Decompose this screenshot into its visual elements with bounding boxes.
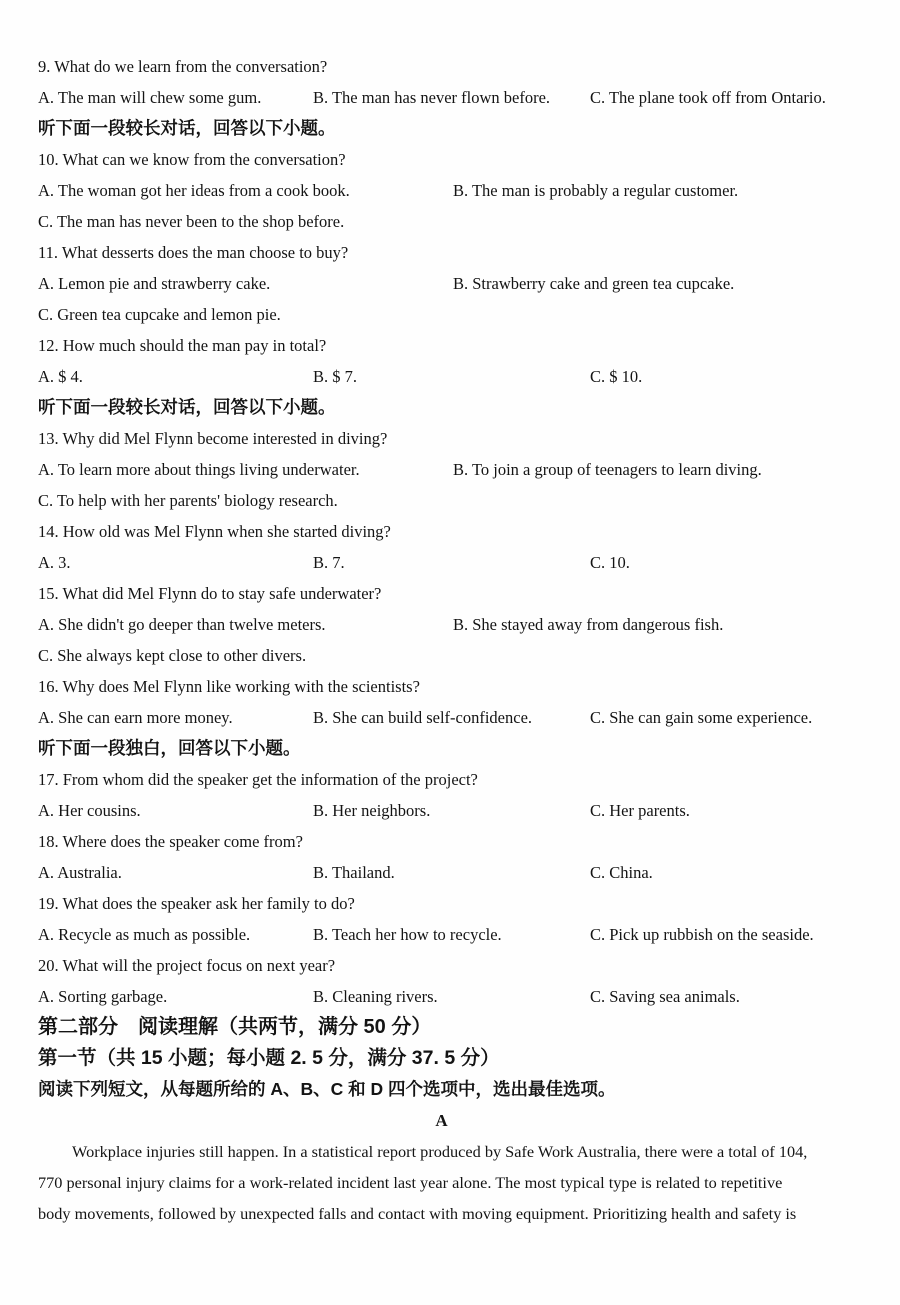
option-15-b: B. She stayed away from dangerous fish. xyxy=(453,615,724,634)
option-20-c: C. Saving sea animals. xyxy=(590,987,740,1006)
question-11-text: 11. What desserts does the man choose to buy? xyxy=(38,243,349,262)
option-9-b: B. The man has never flown before. xyxy=(313,88,551,107)
question-18-text: 18. Where does the speaker come from? xyxy=(38,832,303,851)
listening-prompt-dialog-1: 听下面一段较长对话，回答以下小题。 xyxy=(38,118,336,138)
option-9-a: A. The man will chew some gum. xyxy=(38,88,262,107)
passage-a-line-1: Workplace injuries still happen. In a statistical report produced by Safe Work Australia, there were a total of 104, xyxy=(72,1142,808,1161)
question-19-options xyxy=(38,919,845,950)
question-10-options-row-2 xyxy=(38,206,845,237)
question-17-text: 17. From whom did the speaker get the information of the project? xyxy=(38,770,478,789)
question-13-options-row-2 xyxy=(38,485,845,516)
question-13-text: 13. Why did Mel Flynn become interested in diving? xyxy=(38,429,388,448)
question-20-options xyxy=(38,981,845,1012)
option-11-a: A. Lemon pie and strawberry cake. xyxy=(38,274,271,293)
option-10-a: A. The woman got her ideas from a cook book. xyxy=(38,181,350,200)
option-11-c: C. Green tea cupcake and lemon pie. xyxy=(38,305,281,324)
option-14-b: B. 7. xyxy=(313,553,345,572)
question-16-text: 16. Why does Mel Flynn like working with the scientists? xyxy=(38,677,420,696)
option-13-a: A. To learn more about things living underwater. xyxy=(38,460,360,479)
question-12-text: 12. How much should the man pay in total? xyxy=(38,336,327,355)
option-16-b: B. She can build self-confidence. xyxy=(313,708,533,727)
question-9-options xyxy=(38,82,845,113)
question-19-text: 19. What does the speaker ask her family to do? xyxy=(38,894,355,913)
passage-a-label: A xyxy=(435,1111,448,1130)
reading-part-heading: 第二部分 阅读理解（共两节，满分 50 分） xyxy=(38,1016,432,1038)
passage-a-line-2: 770 personal injury claims for a work-related incident last year alone. The most typical type is related to repetitive xyxy=(38,1173,783,1192)
option-11-b: B. Strawberry cake and green tea cupcake. xyxy=(453,274,735,293)
question-15-options-row-1 xyxy=(38,609,845,640)
reading-instructions: 阅读下列短文，从每题所给的 A、B、C 和 D 四个选项中，选出最佳选项。 xyxy=(38,1079,616,1099)
option-14-c: C. 10. xyxy=(590,553,630,572)
option-19-c: C. Pick up rubbish on the seaside. xyxy=(590,925,814,944)
option-19-b: B. Teach her how to recycle. xyxy=(313,925,502,944)
option-10-b: B. The man is probably a regular customer. xyxy=(453,181,739,200)
listening-prompt-dialog-2: 听下面一段较长对话，回答以下小题。 xyxy=(38,397,336,417)
question-11-options-row-2 xyxy=(38,299,845,330)
option-10-c: C. The man has never been to the shop before. xyxy=(38,212,345,231)
option-17-a: A. Her cousins. xyxy=(38,801,141,820)
question-15-options-row-2 xyxy=(38,640,845,671)
option-12-a: A. $ 4. xyxy=(38,367,83,386)
question-16-options xyxy=(38,702,845,733)
question-14-text: 14. How old was Mel Flynn when she started diving? xyxy=(38,522,391,541)
passage-a-line-3: body movements, followed by unexpected falls and contact with moving equipment. Prioritizing health and safety is xyxy=(38,1204,797,1223)
question-10-options-row-1 xyxy=(38,175,845,206)
question-14-options xyxy=(38,547,845,578)
question-20-text: 20. What will the project focus on next year? xyxy=(38,956,336,975)
question-17-options xyxy=(38,795,845,826)
option-12-c: C. $ 10. xyxy=(590,367,643,386)
option-14-a: A. 3. xyxy=(38,553,71,572)
listening-prompt-monolog: 听下面一段独白，回答以下小题。 xyxy=(38,738,301,758)
option-16-a: A. She can earn more money. xyxy=(38,708,233,727)
question-12-options xyxy=(38,361,845,392)
option-15-a: A. She didn't go deeper than twelve meters. xyxy=(38,615,326,634)
question-11-options-row-1 xyxy=(38,268,845,299)
question-18-options xyxy=(38,857,845,888)
option-18-b: B. Thailand. xyxy=(313,863,395,882)
question-13-options-row-1 xyxy=(38,454,845,485)
option-20-a: A. Sorting garbage. xyxy=(38,987,168,1006)
question-10-text: 10. What can we know from the conversation? xyxy=(38,150,346,169)
option-15-c: C. She always kept close to other divers. xyxy=(38,646,307,665)
option-12-b: B. $ 7. xyxy=(313,367,358,386)
question-15-text: 15. What did Mel Flynn do to stay safe underwater? xyxy=(38,584,382,603)
option-18-c: C. China. xyxy=(590,863,653,882)
option-16-c: C. She can gain some experience. xyxy=(590,708,813,727)
question-9-text: 9. What do we learn from the conversation? xyxy=(38,57,328,76)
option-13-b: B. To join a group of teenagers to learn diving. xyxy=(453,460,762,479)
option-17-b: B. Her neighbors. xyxy=(313,801,431,820)
option-20-b: B. Cleaning rivers. xyxy=(313,987,438,1006)
option-9-c: C. The plane took off from Ontario. xyxy=(590,88,826,107)
option-13-c: C. To help with her parents' biology research. xyxy=(38,491,338,510)
reading-section-heading: 第一节（共 15 小题；每小题 2. 5 分，满分 37. 5 分） xyxy=(38,1047,500,1069)
option-18-a: A. Australia. xyxy=(38,863,122,882)
option-19-a: A. Recycle as much as possible. xyxy=(38,925,251,944)
option-17-c: C. Her parents. xyxy=(590,801,690,820)
